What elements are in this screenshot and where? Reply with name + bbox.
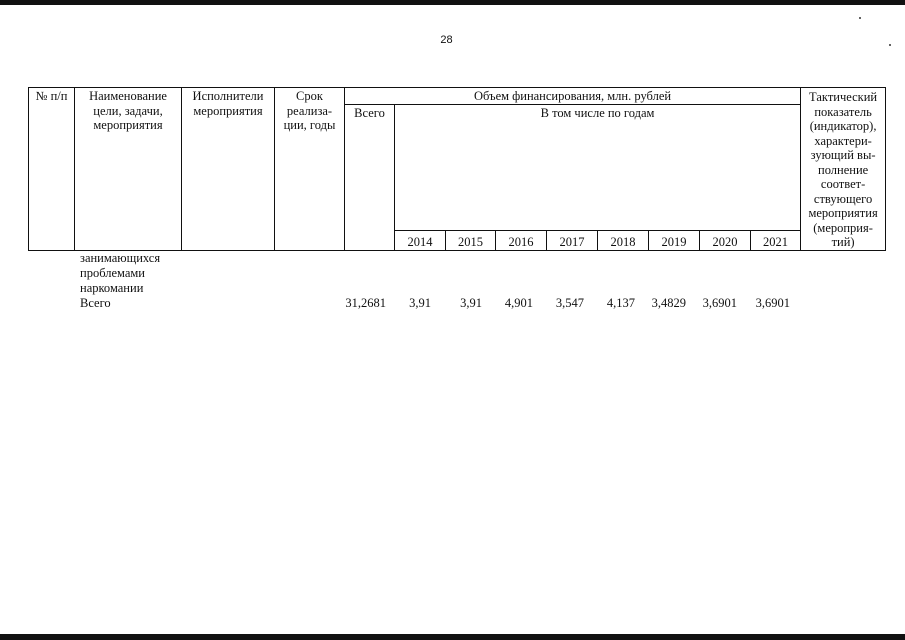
- row-description: [80, 251, 160, 296]
- header-total: Всего: [345, 104, 395, 250]
- total-row-2014: 3,91: [409, 296, 431, 310]
- header-year-2016: 2016: [496, 231, 547, 251]
- header-name: Наименование цели, задачи, мероприятия: [75, 88, 182, 251]
- header-year-2018: 2018: [598, 231, 649, 251]
- row-description-line: наркомании: [80, 281, 144, 295]
- total-row-2017: 3,547: [555, 296, 584, 310]
- header-num: № п/п: [29, 88, 75, 251]
- row-description-line: занимающихся: [80, 251, 161, 265]
- page-number: 28: [440, 34, 453, 46]
- scan-speck: [859, 17, 861, 19]
- header-executors: Исполнители мероприятия: [182, 88, 275, 251]
- header-period: Срок реализа- ции, годы: [275, 88, 345, 251]
- header-year-2017: 2017: [547, 231, 598, 251]
- total-row-2020: 3,6901: [702, 296, 737, 310]
- funding-table-header: [28, 87, 886, 251]
- total-row-total: 31,2681: [345, 296, 386, 310]
- total-row-2015: 3,91: [460, 296, 482, 310]
- header-indicator: Тактический показатель (индикатор), характери- зующий вы- полнение соответ- ствующего мероприятия (мероприя- тий): [801, 88, 886, 251]
- scan-top-border: [0, 0, 905, 5]
- header-year-2021: 2021: [751, 231, 801, 251]
- total-row-2021: 3,6901: [755, 296, 790, 310]
- scan-bottom-border: [0, 634, 905, 640]
- header-by-years: В том числе по годам: [395, 104, 801, 231]
- header-funding: Объем финансирования, млн. рублей: [345, 88, 801, 105]
- total-row-2018: 4,137: [606, 296, 635, 310]
- total-row-label: Всего: [80, 296, 111, 310]
- header-year-2015: 2015: [446, 231, 496, 251]
- header-year-2014: 2014: [395, 231, 446, 251]
- header-year-2019: 2019: [649, 231, 700, 251]
- header-year-2020: 2020: [700, 231, 751, 251]
- total-row-2016: 4,901: [504, 296, 533, 310]
- total-row-2019: 3,4829: [651, 296, 686, 310]
- row-description-line: проблемами: [80, 266, 145, 280]
